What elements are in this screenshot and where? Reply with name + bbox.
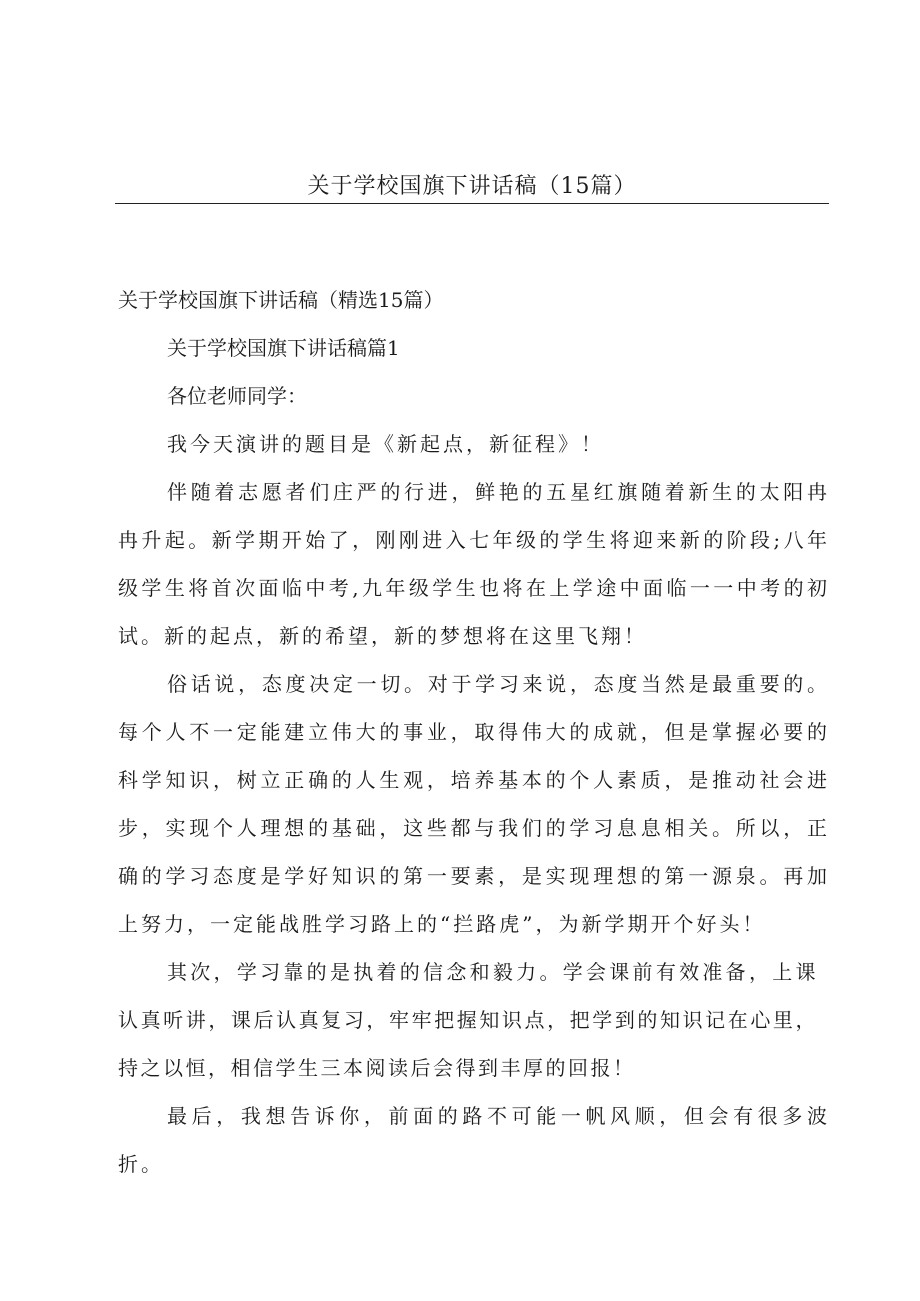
paragraph-3: 俗话说，态度决定一切。对于学习来说，态度当然是最重要的。每个人不一定能建立伟大的事业，取得伟大的成就，但是掌握必要的科学知识，树立正确的人生观，培养基本的个人素质，是推动社会进步，实现个人理想的基础，这些都与我们的学习息息相关。所以，正确的学习态度是学好知识的第一要素，是实现理想的第一源泉。再加上努力，一定能战胜学习路上的“拦路虎”，为新学期开个好头！ — [118, 672, 830, 936]
title-underline — [115, 203, 829, 204]
paragraph-2: 伴随着志愿者们庄严的行进，鲜艳的五星红旗随着新生的太阳冉冉升起。新学期开始了，刚刚进入七年级的学生将迎来新的阶段;八年级学生将首次面临中考,九年级学生也将在上学途中面临一一中考的初试。新的起点，新的希望，新的梦想将在这里飞翔！ — [118, 480, 830, 648]
document-title: 关于学校国旗下讲话稿（15篇） — [307, 174, 637, 199]
greeting: 各位老师同学： — [167, 384, 307, 408]
section-heading: 关于学校国旗下讲话稿篇1 — [167, 336, 400, 360]
paragraph-1: 我今天演讲的题目是《新起点，新征程》！ — [167, 432, 604, 456]
paragraph-5: 最后，我想告诉你，前面的路不可能一帆风顺，但会有很多波折。 — [118, 1104, 830, 1176]
document-body — [118, 276, 830, 1188]
document-subtitle: 关于学校国旗下讲话稿（精选15篇） — [118, 288, 444, 312]
paragraph-4: 其次，学习靠的是执着的信念和毅力。学会课前有效准备，上课认真听讲，课后认真复习，牢牢把握知识点，把学到的知识记在心里，持之以恒，相信学生三本阅读后会得到丰厚的回报！ — [118, 960, 818, 1080]
